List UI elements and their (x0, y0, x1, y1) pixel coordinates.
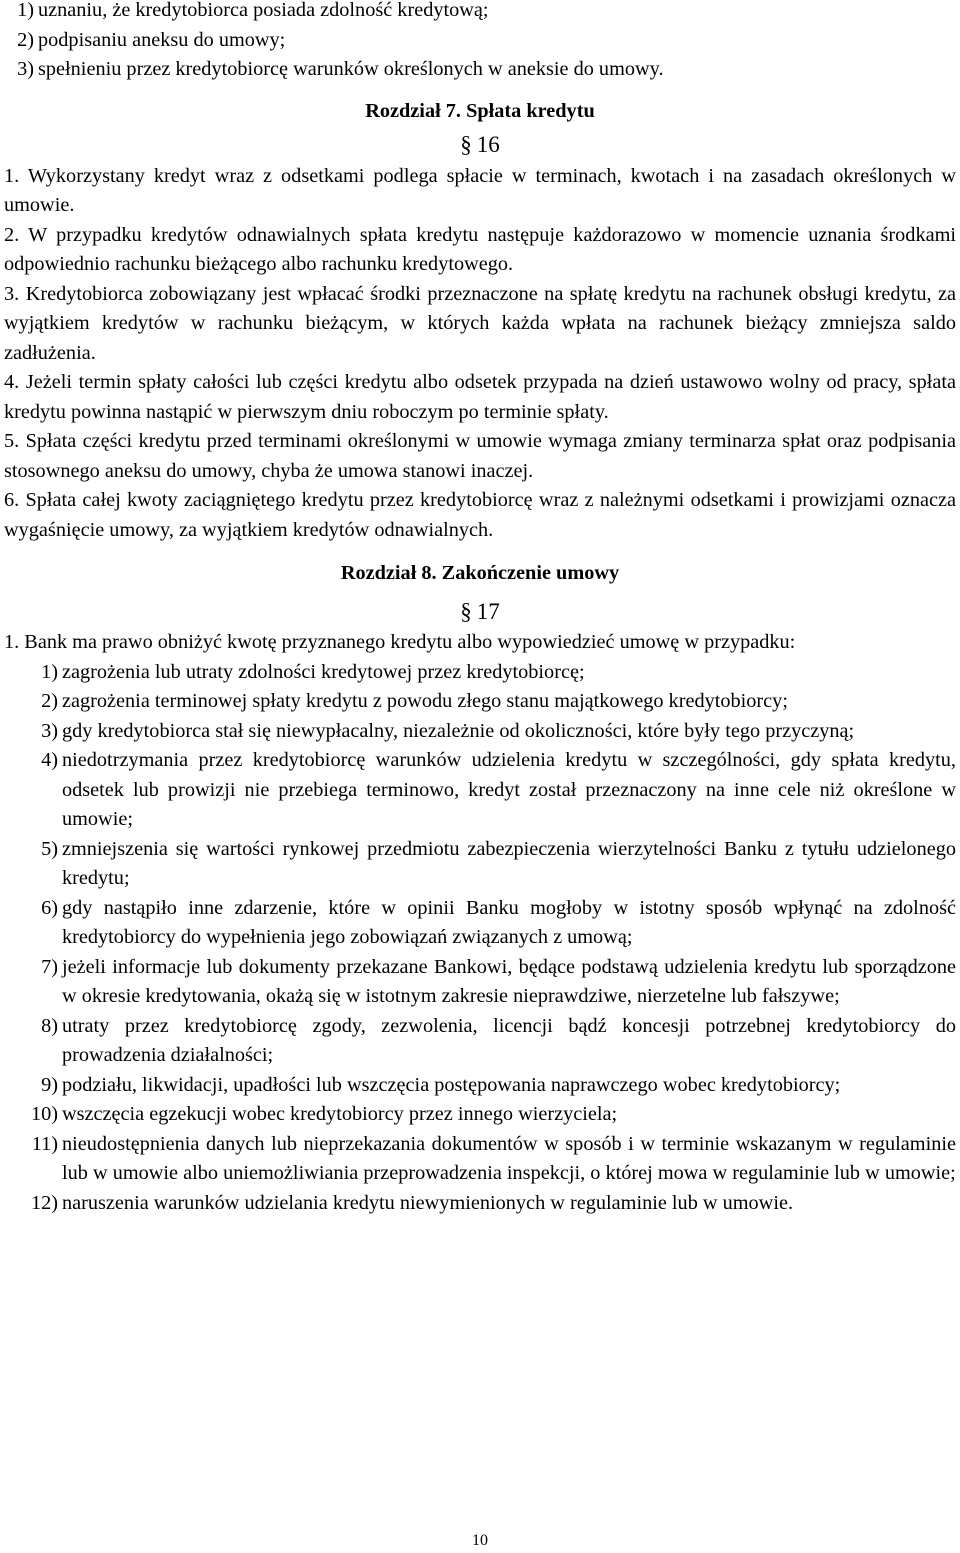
list-item (4, 717, 956, 747)
list-item-text: podziału, likwidacji, upadłości lub wszczęcia postępowania naprawczego wobec kredytobiorcy; (62, 1073, 841, 1096)
list-item-text: jeżeli informacje lub dokumenty przekazane Bankowi, będące podstawą udzielenia kredytu lub sporządzone w okresie kredytowania, okażą się w istotnym zakresie nieprawdziwe, nierzetelne lub fałszywe; (62, 955, 956, 1007)
list-item-text: niedotrzymania przez kredytobiorcę warunków udzielenia kredytu w szczególności, gdy spłata kredytu, odsetek lub prowizji nie przebiega terminowo, kredyt został przeznaczony na inne cele niż określone w umowie; (62, 749, 956, 830)
list-item (4, 55, 956, 85)
chapter-7-points (4, 162, 956, 546)
list-item-number: 1) (41, 660, 58, 683)
list-item-number: 11) (31, 1132, 58, 1155)
list-item-number: 8) (41, 1014, 58, 1037)
list-item (4, 1100, 956, 1130)
list-item-number: 4) (41, 749, 58, 771)
termination-reasons-list (4, 658, 956, 1219)
list-item-text: gdy kredytobiorca stał się niewypłacalny, niezależnie od okoliczności, które były tego przyczyną; (62, 719, 855, 742)
section-number: 16 (476, 132, 500, 157)
point (4, 486, 956, 545)
list-item (4, 0, 956, 26)
list-item-number: 10) (30, 1103, 58, 1125)
point-number: 1. (4, 631, 20, 653)
document-content (4, 0, 956, 1218)
list-item (4, 687, 956, 717)
list-item-text: spełnieniu przez kredytobiorcę warunków określonych w aneksie do umowy. (38, 58, 664, 80)
list-item-number: 5) (41, 837, 58, 860)
list-item-text: utraty przez kredytobiorcę zgody, zezwolenia, licencji bądź koncesji potrzebnej kredytobiorcy do prowadzenia działalności; (62, 1014, 956, 1066)
point (4, 368, 956, 427)
point-number: 1. (4, 164, 20, 187)
list-item (4, 1189, 956, 1219)
chapter-7-title: Rozdział 7. Spłata kredytu (365, 99, 595, 122)
point-text: Kredytobiorca zobowiązany jest wpłacać środki przeznaczone na spłatę kredytu na rachunek obsługi kredytu, za wyjątkiem kredytów w rachunku bieżącym, w których każda wpłata na rachunek bieżący zmniejsza saldo zadłużenia. (4, 282, 957, 364)
point-text: Bank ma prawo obniżyć kwotę przyznanego kredytu albo wypowiedzieć umowę w przypadku: (24, 631, 796, 653)
point (4, 427, 956, 486)
point-number: 2. (4, 223, 20, 246)
list-item-text: zmniejszenia się wartości rynkowej przedmiotu zabezpieczenia wierzytelności Banku z tytułu udzielonego kredytu; (62, 837, 956, 889)
point (4, 280, 956, 369)
list-item (4, 835, 956, 894)
list-item (4, 1012, 956, 1071)
list-item-number: 1) (17, 0, 34, 21)
list-item-number: 3) (17, 58, 34, 80)
chapter-8-title: Rozdział 8. Zakończenie umowy (340, 562, 620, 584)
point-text: Spłata całej kwoty zaciągniętego kredytu przez kredytobiorcę wraz z należnymi odsetkami i prowizjami oznacza wygaśnięcie umowy, za wyjątkiem kredytów odnawialnych. (4, 489, 956, 541)
section-16 (4, 130, 956, 162)
list-item-number: 3) (41, 719, 58, 742)
point-number: 3. (4, 282, 20, 305)
list-item-number: 7) (41, 955, 58, 978)
section-sign: § (460, 598, 472, 624)
list-item-text: nieudostępnienia danych lub nieprzekazania dokumentów w sposób i w terminie wskazanym w regulaminie lub w umowie albo uniemożliwiania przeprowadzenia inspekcji, o której mowa w regulaminie lub w umowie; (62, 1132, 956, 1184)
list-item-number: 2) (17, 28, 34, 51)
point-number: 5. (4, 430, 20, 452)
list-item-number: 12) (30, 1191, 58, 1214)
list-item-text: podpisaniu aneksu do umowy; (38, 28, 286, 51)
list-item-number: 6) (41, 896, 58, 919)
list-item (4, 1071, 956, 1101)
list-item-text: zagrożenia terminowej spłaty kredytu z powodu złego stanu majątkowego kredytobiorcy; (62, 690, 788, 712)
page-number: 10 (472, 1532, 488, 1549)
section-17 (4, 597, 956, 629)
list-item-text: gdy nastąpiło inne zdarzenie, które w opinii Banku mogłoby w istotny sposób wpłynąć na zdolność kredytobiorcy do wypełnienia jego zobowiązań związanych z umową; (62, 896, 956, 948)
top-list (4, 0, 956, 85)
section-sign: § (460, 132, 472, 157)
list-item (4, 26, 956, 56)
list-item (4, 1130, 956, 1189)
list-item-number: 2) (41, 690, 58, 712)
point-text: Wykorzystany kredyt wraz z odsetkami podlega spłacie w terminach, kwotach i na zasadach określonych w umowie. (4, 164, 956, 216)
point-text: W przypadku kredytów odnawialnych spłata kredytu następuje każdorazowo w momencie uznania środkami odpowiednio rachunku bieżącego albo rachunku kredytowego. (4, 223, 956, 275)
section-number: 17 (476, 598, 500, 624)
point-text: Spłata części kredytu przed terminami określonymi w umowie wymaga zmiany terminarza spłat oraz podpisania stosownego aneksu do umowy, chyba że umowa stanowi inaczej. (4, 430, 957, 482)
list-item-text: uznaniu, że kredytobiorca posiada zdolność kredytową; (38, 0, 489, 21)
list-item (4, 658, 956, 688)
list-item (4, 894, 956, 953)
list-item-text: naruszenia warunków udzielania kredytu niewymienionych w regulaminie lub w umowie. (62, 1191, 794, 1214)
point-number: 6. (4, 489, 20, 511)
list-item (4, 746, 956, 835)
list-item-text: zagrożenia lub utraty zdolności kredytowej przez kredytobiorcę; (62, 660, 585, 683)
list-item-number: 9) (41, 1073, 58, 1096)
list-item-text: wszczęcia egzekucji wobec kredytobiorcy przez innego wierzyciela; (62, 1103, 618, 1125)
point (4, 162, 956, 221)
point (4, 221, 956, 280)
point-number: 4. (4, 371, 20, 393)
list-item (4, 953, 956, 1012)
point-text: Jeżeli termin spłaty całości lub części kredytu albo odsetek przypada na dzień ustawowo wolny od pracy, spłata kredytu powinna nastąpić w pierwszym dniu roboczym po terminie spłaty. (4, 371, 956, 423)
point (4, 628, 956, 658)
